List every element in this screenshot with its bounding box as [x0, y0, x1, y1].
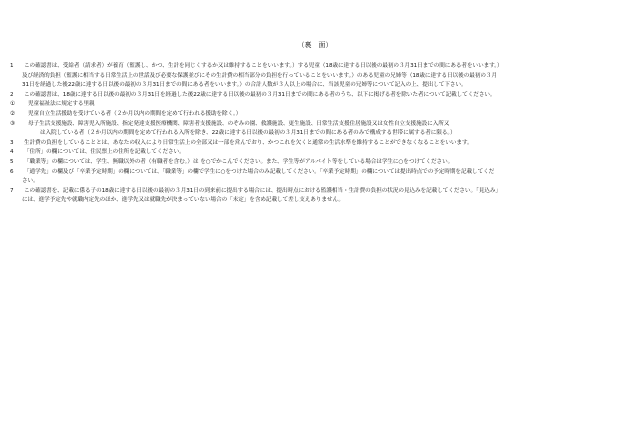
note-line: 「職業等」の欄については、学生、無職以外の者（有職者を含む。）は を○でかこんでください。また、学生等がアルバイト等をしている場合は学生に○をつけてください。	[24, 158, 454, 165]
note-item	[8, 187, 622, 197]
exclusion-line: 母子生活支援施設、障害児入所施設、指定発達支援医療機関、障害者支援施設、のぞみの園、救護施設、更生施設、日常生活支援住居施設又は女性自立支援施設に入所又	[28, 120, 450, 127]
note-line-cont	[8, 81, 622, 91]
exclusion-line: は入院している者（２か月以内の期間を定めて行われる入所を除き、22歳に達する日以後の最初の３月31日までの間にある者のみで構成する世帯に属する者に限る。）	[40, 130, 456, 137]
note-line: この確認書を、記載に係る子の18歳に達する日以後の最初の３月31日の到来前に提出する場合には、提出時点における監護相当・生計費の負担の状況の見込みを記載してください。「見込み」	[24, 187, 501, 194]
note-item	[8, 148, 622, 158]
note-item	[8, 168, 622, 178]
note-item	[8, 91, 622, 101]
exclusion-line-cont	[8, 129, 622, 139]
note-number: 1	[10, 63, 14, 69]
exclusion-number: ③	[10, 120, 15, 127]
exclusion-item	[8, 120, 622, 130]
note-number: 4	[10, 149, 14, 156]
exclusion-item	[8, 110, 622, 120]
note-line: 「通学先」の欄及び「卒業予定時期」の欄については、「職業等」の欄で学生に○をつけた場合のみ記載してください。「卒業予定時期」の欄については提出時点での予定時期を記載してくだ	[24, 168, 495, 175]
note-number: 2	[10, 91, 14, 98]
note-line-cont	[8, 177, 622, 187]
note-item	[8, 62, 622, 72]
note-line: この確認書は、18歳に達する日以後の最初の３月31日を経過した後22歳に達する日以後の最初の３月31日までの間にある者のうち、以下に掲げる者を除いた者について記載してください。	[24, 91, 496, 98]
note-line: さい。	[22, 178, 39, 185]
note-line: 「住所」の欄については、住民票上の住所を記載してください。	[24, 149, 185, 156]
exclusion-line: 児童福祉法に規定する里親	[28, 101, 95, 108]
note-number: 6	[10, 168, 14, 175]
note-line: 及び経済的負担（監護に相当する日常生活上の世話及び必要な保護並びにその生計費の相当部分の負担を行っていることをいいます。）のある児童の兄姉等（18歳に達する日以後の最初の３月	[22, 72, 497, 79]
note-line-cont	[8, 196, 622, 206]
note-number: 7	[10, 187, 14, 194]
exclusion-number: ①	[10, 101, 15, 108]
page-title: （裏 面）	[297, 41, 333, 49]
note-line: この確認書は、受給者（請求者）が養育（監護し、かつ、生計を同じくするか又は維持することをいいます。）する児童（18歳に達する日以後の最初の３月31日までの間にある者をいいます。）	[24, 63, 503, 69]
note-item	[8, 139, 622, 149]
note-number: 5	[10, 158, 14, 165]
exclusion-item	[8, 100, 622, 110]
note-number: 3	[10, 139, 14, 146]
note-line: 31日を経過した後22歳に達する日以後の最初の３月31日までの間にある者をいいます。）の合計人数が３人以上の場合に、当該児童の兄姉等について記入の上、提出して下さい。	[22, 82, 467, 89]
notes-section	[8, 62, 622, 206]
note-line-cont	[8, 72, 622, 82]
note-line: 生計費の負担をしていることとは、あなたの収入により日常生活上の全部又は一部を営んでおり、かつこれを欠くと通常の生活水準を維持することができなくなることをいいます。	[24, 139, 473, 146]
exclusion-line: 児童自立生活援助を受けている者（２か月以内の期間を定めて行われる援助を除く。）	[28, 110, 242, 117]
note-item	[8, 158, 622, 168]
exclusion-number: ②	[10, 110, 15, 117]
note-line: には、進学予定先や就職内定先のほか、進学先又は就職先が決まっていない場合の「未定」を含め記載して差し支えありません。	[22, 197, 344, 204]
